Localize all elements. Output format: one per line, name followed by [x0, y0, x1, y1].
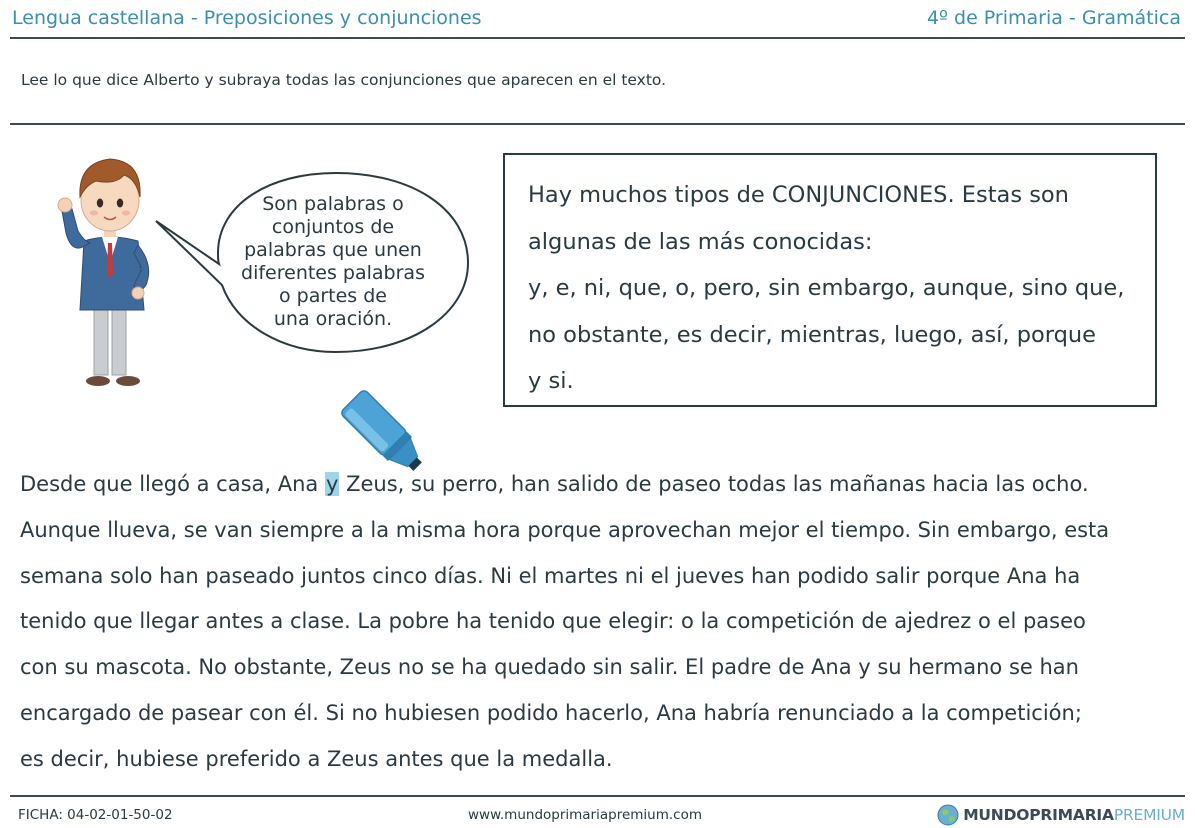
worksheet-code: FICHA: 04-02-01-50-02: [18, 807, 173, 823]
speech-line: una oración.: [273, 308, 393, 330]
passage-line: con su mascota. No obstante, Zeus no se ha quedado sin salir. El padre de Ana y su hermano se han: [20, 655, 1079, 680]
passage-text: Desde que llegó a casa, Ana: [20, 472, 325, 496]
passage-line: encargado de pasear con él. Si no hubiesen podido hacerlo, Ana habría renunciado a la competición;: [20, 700, 1082, 725]
website-link[interactable]: www.mundoprimariapremium.com: [468, 807, 702, 823]
brand-name: PRIMARIA: [1029, 806, 1114, 824]
footer-divider: [10, 795, 1185, 797]
speech-line: conjuntos de: [271, 216, 395, 238]
speech-line: Son palabras o: [262, 193, 404, 215]
passage-line: tenido que llegar antes a clase. La pobre ha tenido que elegir: o la competición de ajedrez o el paseo: [20, 609, 1086, 634]
info-line: y, e, ni, que, o, pero, sin embargo, aunque, sino que,: [528, 275, 1125, 301]
speech-bubble-text: [218, 193, 448, 331]
speech-line: palabras que unen: [244, 239, 422, 261]
passage-line: [20, 462, 1190, 508]
boy-illustration: [50, 145, 165, 395]
highlighted-conjunction[interactable]: y: [325, 472, 339, 496]
exercise-instruction: Lee lo que dice Alberto y subraya todas las conjunciones que aparecen en el texto.: [21, 71, 667, 89]
passage-line: Aunque llueva, se van siempre a la misma hora porque aprovechan mejor el tiempo. Sin embargo, esta: [20, 517, 1110, 542]
instruction-divider: [10, 123, 1185, 125]
globe-icon: [937, 804, 959, 826]
passage-line: es decir, hubiese preferido a Zeus antes que la medalla.: [20, 746, 613, 771]
speech-line: o partes de: [278, 285, 387, 307]
header-divider: [10, 37, 1185, 39]
reading-passage: [20, 462, 1190, 783]
worksheet-subject-title: Lengua castellana - Preposiciones y conjunciones: [12, 7, 482, 29]
info-line: y si.: [528, 368, 574, 394]
info-line: no obstante, es decir, mientras, luego, así, porque: [528, 321, 1097, 348]
passage-text: Zeus, su perro, han salido de paseo todas las mañanas hacia las ocho.: [339, 472, 1089, 496]
brand-name: PREMIUM: [1113, 806, 1185, 824]
brand-logo: [937, 803, 1185, 827]
conjunctions-info-box: [503, 153, 1157, 407]
info-line: Hay muchos tipos de CONJUNCIONES. Estas son: [528, 182, 1069, 208]
brand-name: MUNDO: [963, 806, 1030, 824]
speech-line: diferentes palabras: [241, 262, 425, 284]
worksheet-grade-title: 4º de Primaria - Gramática: [926, 7, 1181, 29]
passage-line: semana solo han paseado juntos cinco días. Ni el martes ni el jueves han podido salir porque Ana ha: [20, 563, 1081, 588]
info-line: algunas de las más conocidas:: [528, 228, 873, 255]
